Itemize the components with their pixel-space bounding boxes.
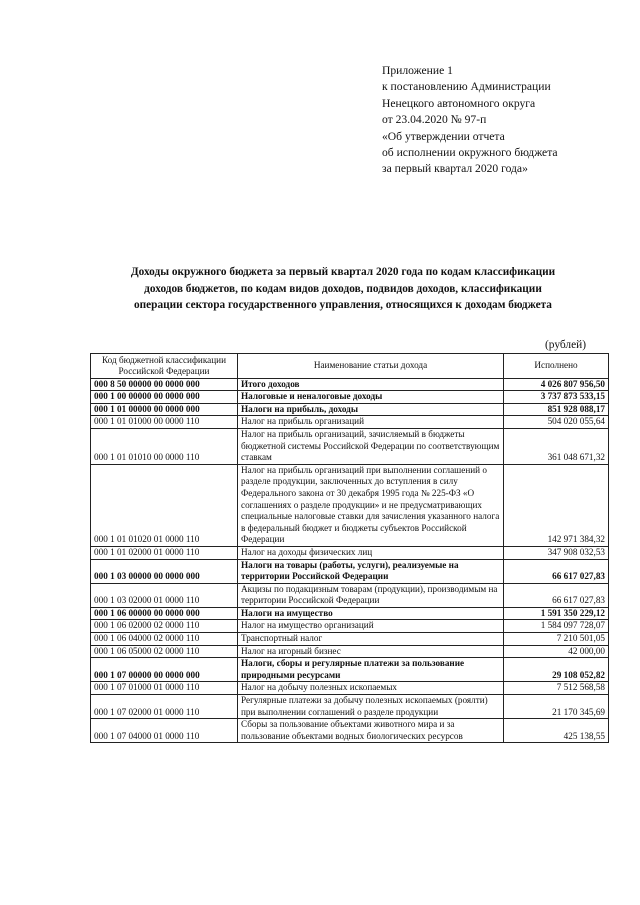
appendix-line: об исполнении окружного бюджета: [382, 146, 558, 160]
table-row: [91, 403, 609, 416]
row-value: 21 170 345,69: [504, 695, 609, 719]
row-code: 000 1 06 00000 00 0000 000: [91, 607, 238, 620]
row-value: 4 026 807 956,50: [504, 378, 609, 391]
title-line: Доходы окружного бюджета за первый квартал 2020 года по кодам классификации: [130, 266, 556, 278]
row-value: 347 908 032,53: [504, 546, 609, 559]
table-body: [91, 378, 609, 743]
header-name: Наименование статьи дохода: [238, 354, 504, 379]
table-row: [91, 620, 609, 633]
header-value: Исполнено: [504, 354, 609, 379]
table-row: [91, 607, 609, 620]
appendix-line: Приложение 1: [382, 64, 453, 77]
table-row: [91, 583, 609, 607]
row-value: 66 617 027,83: [504, 559, 609, 583]
row-code: 000 1 00 00000 00 0000 000: [91, 391, 238, 404]
document-title: [78, 264, 608, 314]
table-row: [91, 416, 609, 429]
row-code: 000 1 07 00000 00 0000 000: [91, 658, 238, 682]
table-row: [91, 719, 609, 743]
row-name: Налоги, сборы и регулярные платежи за пользование природными ресурсами: [238, 658, 504, 682]
row-code: 000 1 01 00000 00 0000 000: [91, 403, 238, 416]
row-code: 000 1 06 05000 02 0000 110: [91, 645, 238, 658]
row-name: Сборы за пользование объектами животного мира и за пользование объектами водных биологических ресурсов: [238, 719, 504, 743]
appendix-note: [382, 63, 622, 178]
row-value: 66 617 027,83: [504, 583, 609, 607]
table-header-row: [91, 354, 609, 379]
row-name: Налог на добычу полезных ископаемых: [238, 682, 504, 695]
table-row: [91, 428, 609, 464]
table-row: [91, 645, 609, 658]
row-value: 361 048 671,32: [504, 428, 609, 464]
row-name: Налоги на прибыль, доходы: [238, 403, 504, 416]
row-value: 142 971 384,32: [504, 464, 609, 546]
row-value: 1 584 097 728,07: [504, 620, 609, 633]
table-row: [91, 682, 609, 695]
revenue-table: [90, 353, 609, 743]
table-row: [91, 633, 609, 646]
row-name: Налог на имущество организаций: [238, 620, 504, 633]
row-name: Налог на прибыль организаций при выполнении соглашений о разделе продукции, заключенных до вступления в силу Федерального закона от 30 декабря 1995 года № 225-ФЗ «О соглашениях о разделе продукции» и не предусматривающих специальные налоговые ставки для зачисления указанного налога в федеральный бюджет и бюджеты субъектов Российской Федерации: [238, 464, 504, 546]
row-name: Регулярные платежи за добычу полезных ископаемых (роялти) при выполнении соглашений о разделе продукции: [238, 695, 504, 719]
row-code: 000 1 03 02000 01 0000 110: [91, 583, 238, 607]
row-name: Налог на прибыль организаций: [238, 416, 504, 429]
appendix-line: Ненецкого автономного округа: [382, 96, 536, 110]
title-line: доходов бюджетов, по кодам видов доходов, подвидов доходов, классификации: [144, 282, 542, 295]
row-code: 000 1 01 01020 01 0000 110: [91, 464, 238, 546]
row-value: 7 512 568,58: [504, 682, 609, 695]
title-line: операции сектора государственного управления, относящихся к доходам бюджета: [134, 299, 552, 312]
row-code: 000 1 01 01000 00 0000 110: [91, 416, 238, 429]
row-name: Акцизы по подакцизным товарам (продукции), производимым на территории Российской Федерации: [238, 583, 504, 607]
appendix-line: за первый квартал 2020 года»: [382, 162, 528, 176]
row-code: 000 1 07 01000 01 0000 110: [91, 682, 238, 695]
row-name: Налог на игорный бизнес: [238, 645, 504, 658]
row-name: Итого доходов: [238, 378, 504, 391]
row-name: Налог на доходы физических лиц: [238, 546, 504, 559]
row-code: 000 1 06 04000 02 0000 110: [91, 633, 238, 646]
row-name: Налоги на товары (работы, услуги), реализуемые на территории Российской Федерации: [238, 559, 504, 583]
row-value: 851 928 088,17: [504, 403, 609, 416]
row-code: 000 1 01 01010 00 0000 110: [91, 428, 238, 464]
table-row: [91, 464, 609, 546]
row-value: 7 210 501,05: [504, 633, 609, 646]
row-value: 29 108 052,82: [504, 658, 609, 682]
table-row: [91, 378, 609, 391]
row-code: 000 1 07 04000 01 0000 110: [91, 719, 238, 743]
row-value: 42 000,00: [504, 645, 609, 658]
appendix-line: к постановлению Администрации: [382, 80, 551, 94]
row-code: 000 1 06 02000 02 0000 110: [91, 620, 238, 633]
row-code: 000 1 07 02000 01 0000 110: [91, 695, 238, 719]
row-code: 000 1 03 00000 00 0000 000: [91, 559, 238, 583]
row-value: 425 138,55: [504, 719, 609, 743]
table-row: [91, 559, 609, 583]
row-name: Транспортный налог: [238, 633, 504, 646]
units-label: (рублей): [545, 339, 587, 351]
appendix-line: от 23.04.2020 № 97-п: [382, 113, 487, 127]
appendix-line: «Об утверждении отчета: [382, 129, 505, 143]
row-code: 000 1 01 02000 01 0000 110: [91, 546, 238, 559]
table-row: [91, 658, 609, 682]
row-name: Налог на прибыль организаций, зачисляемый в бюджеты бюджетной системы Российской Федерации по соответствующим ставкам: [238, 428, 504, 464]
table-row: [91, 695, 609, 719]
row-value: 1 591 350 229,12: [504, 607, 609, 620]
row-name: Налоговые и неналоговые доходы: [238, 391, 504, 404]
row-name: Налоги на имущество: [238, 607, 504, 620]
table-row: [91, 391, 609, 404]
header-code: Код бюджетной классификации Российской Федерации: [91, 354, 238, 379]
table-row: [91, 546, 609, 559]
row-code: 000 8 50 00000 00 0000 000: [91, 378, 238, 391]
row-value: 3 737 873 533,15: [504, 391, 609, 404]
row-value: 504 020 055,64: [504, 416, 609, 429]
